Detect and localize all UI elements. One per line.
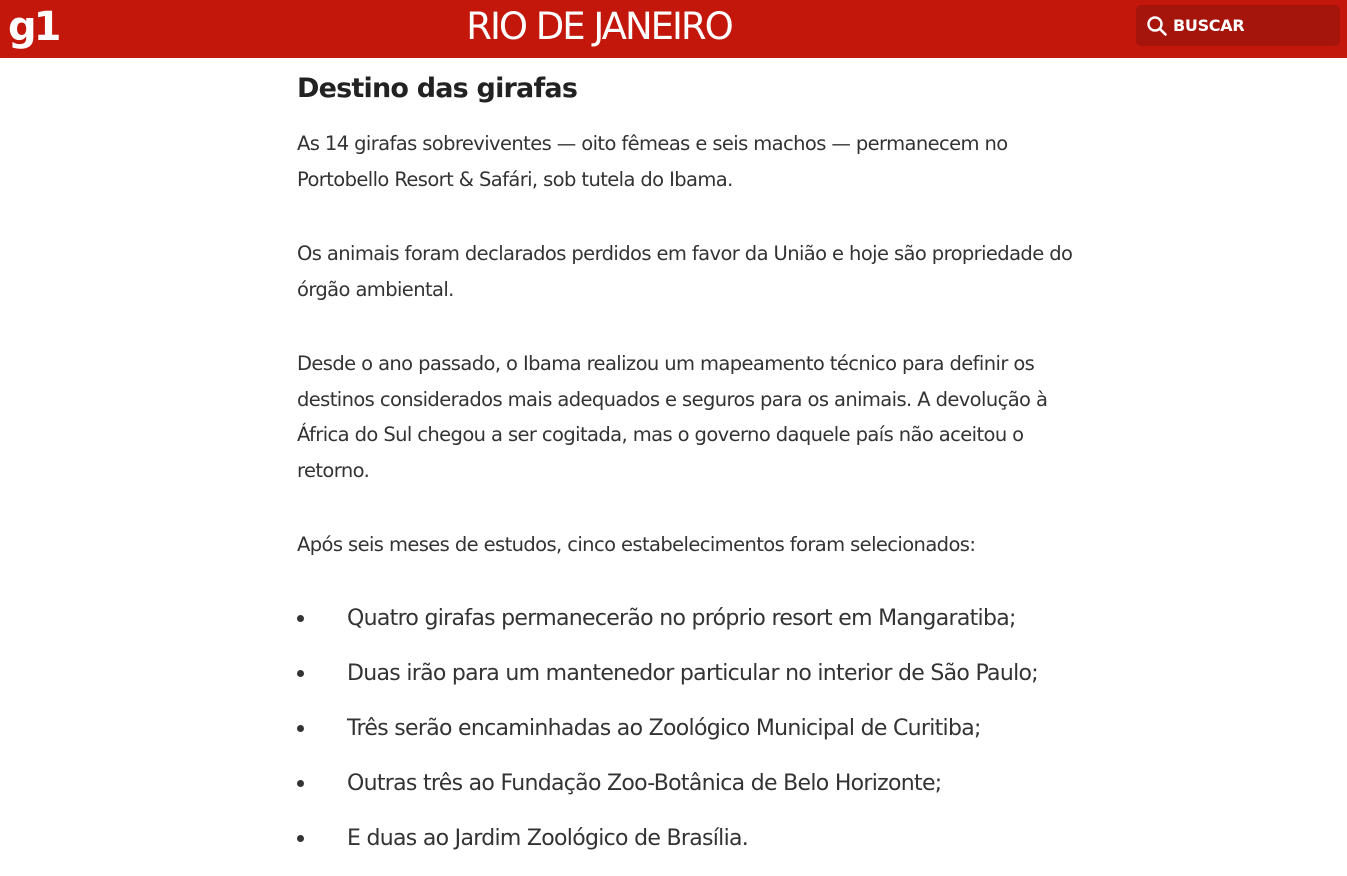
list-item-text: Três serão encaminhadas ao Zoológico Municipal de Curitiba; xyxy=(347,716,981,741)
search-label: BUSCAR xyxy=(1173,16,1245,35)
list-item xyxy=(297,711,1117,766)
article-subheading: Destino das girafas xyxy=(297,73,578,104)
article-paragraph: Após seis meses de estudos, cinco estabelecimentos foram selecionados: xyxy=(297,533,976,556)
bullet-icon xyxy=(297,835,304,842)
list-item-text: Quatro girafas permanecerão no próprio resort em Mangaratiba; xyxy=(347,606,1016,631)
list-item xyxy=(297,656,1117,711)
article-paragraph: Desde o ano passado, o Ibama realizou um mapeamento técnico para definir os destinos considerados mais adequados e seguros para os animais. A devolução à África do Sul chegou a ser cogitada, mas o governo daquele país não aceitou o retorno. xyxy=(297,352,1048,482)
bullet-icon xyxy=(297,780,304,787)
search-icon xyxy=(1146,15,1168,37)
list-item xyxy=(297,821,1117,876)
list-item-text: Duas irão para um mantenedor particular no interior de São Paulo; xyxy=(347,661,1038,686)
bullet-icon xyxy=(297,615,304,622)
bullet-icon xyxy=(297,670,304,677)
list-item-text: E duas ao Jardim Zoológico de Brasília. xyxy=(347,826,749,851)
list-item-text: Outras três ao Fundação Zoo-Botânica de Belo Horizonte; xyxy=(347,771,942,796)
top-navigation-bar xyxy=(0,0,1347,58)
article-paragraph: Os animais foram declarados perdidos em favor da União e hoje são propriedade do órgão ambiental. xyxy=(297,242,1073,301)
list-item xyxy=(297,766,1117,821)
article-paragraph: As 14 girafas sobreviventes — oito fêmeas e seis machos — permanecem no Portobello Resort & Safári, sob tutela do Ibama. xyxy=(297,132,1008,191)
bullet-icon xyxy=(297,725,304,732)
section-title[interactable]: RIO DE JANEIRO xyxy=(466,5,732,48)
destinations-list xyxy=(297,601,1117,876)
list-item xyxy=(297,601,1117,656)
g1-logo[interactable]: g1 xyxy=(8,4,59,50)
search-button[interactable] xyxy=(1136,5,1340,46)
article-body xyxy=(297,70,1097,851)
